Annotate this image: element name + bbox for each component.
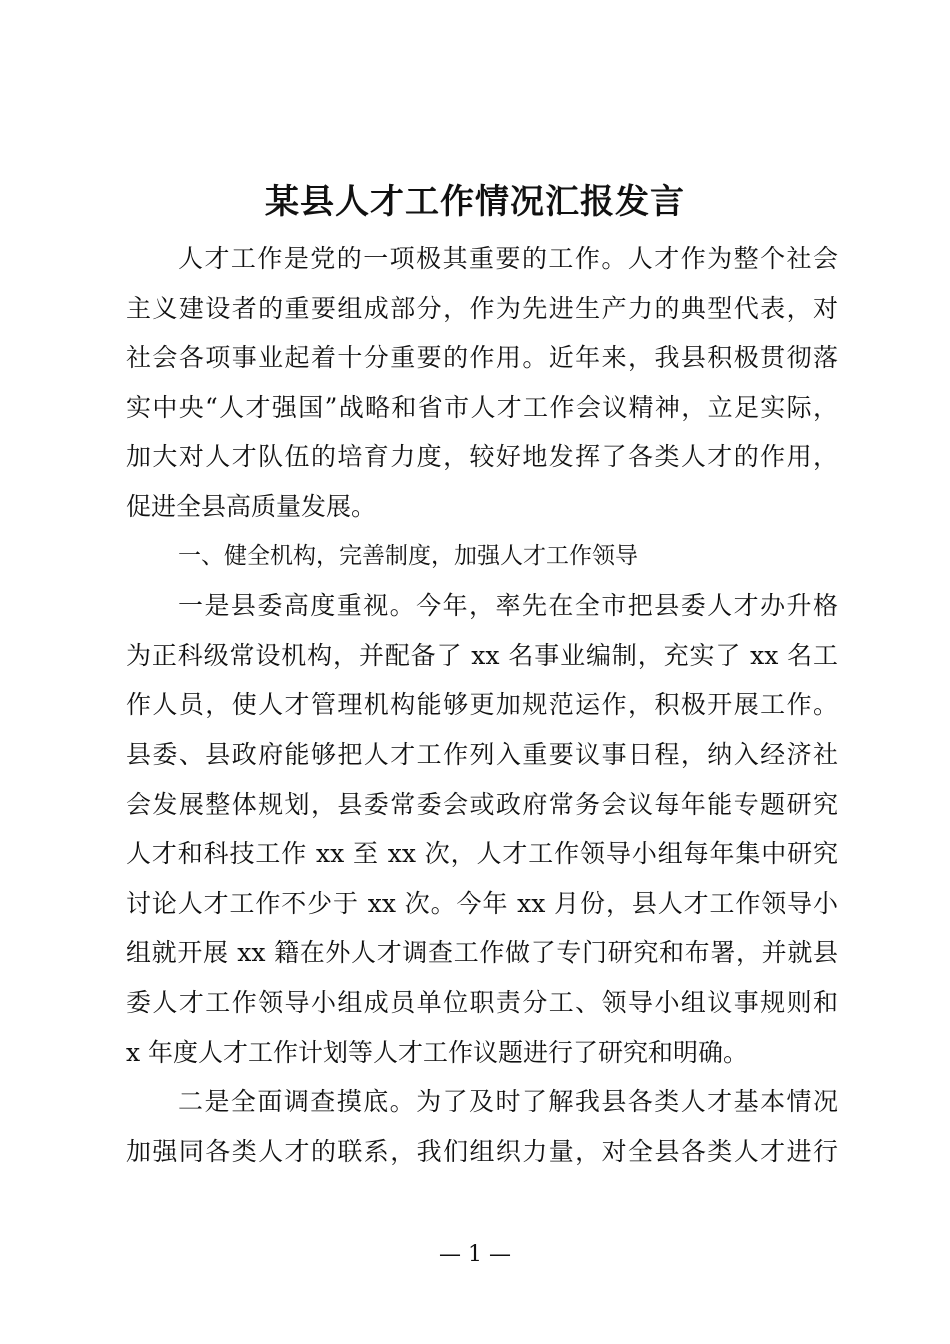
paragraph-line: 主义建设者的重要组成部分，作为先进生产力的典型代表，对 — [126, 293, 838, 323]
document-body — [126, 234, 838, 1176]
paragraph-line: 二是全面调查摸底。为了及时了解我县各类人才基本情况 — [178, 1087, 838, 1117]
page-number: — 1 — — [439, 1242, 511, 1267]
paragraph-line: 会发展整体规划，县委常委会或政府常务会议每年能专题研究 — [126, 789, 838, 819]
paragraph-line: 加强同各类人才的联系，我们组织力量，对全县各类人才进行 — [126, 1136, 838, 1166]
paragraph-line: 一是县委高度重视。今年，率先在全市把县委人才办升格 — [178, 591, 838, 621]
paragraph-line: 县委、县政府能够把人才工作列入重要议事日程，纳入经济社 — [126, 739, 838, 769]
paragraph-line: x 年度人才工作计划等人才工作议题进行了研究和明确。 — [126, 1037, 749, 1067]
paragraph-line: 加大对人才队伍的培育力度，较好地发挥了各类人才的作用， — [126, 442, 838, 472]
paragraph-line: 作人员，使人才管理机构能够更加规范运作，积极开展工作。 — [126, 690, 838, 720]
paragraph-line: 人才工作是党的一项极其重要的工作。人才作为整个社会 — [178, 244, 838, 273]
paragraph-line: 讨论人才工作不少于 xx 次。今年 xx 月份，县人才工作领导小 — [126, 888, 838, 918]
paragraph-line: 实中央“人才强国”战略和省市人才工作会议精神，立足实际， — [126, 392, 838, 422]
paragraph-line: 人才和科技工作 xx 至 xx 次，人才工作领导小组每年集中研究 — [126, 839, 838, 869]
section-heading: 一、健全机构，完善制度，加强人才工作领导 — [178, 542, 638, 569]
paragraph-line: 为正科级常设机构，并配备了 xx 名事业编制，充实了 xx 名工 — [126, 640, 838, 670]
paragraph-line: 组就开展 xx 籍在外人才调查工作做了专门研究和布署，并就县 — [126, 938, 838, 968]
paragraph-line: 社会各项事业起着十分重要的作用。近年来，我县积极贯彻落 — [126, 343, 838, 373]
paragraph-line: 委人才工作领导小组成员单位职责分工、领导小组议事规则和 — [126, 987, 838, 1017]
document-title: 某县人才工作情况汇报发言 — [265, 182, 685, 222]
paragraph-line: 促进全县高质量发展。 — [126, 491, 377, 521]
